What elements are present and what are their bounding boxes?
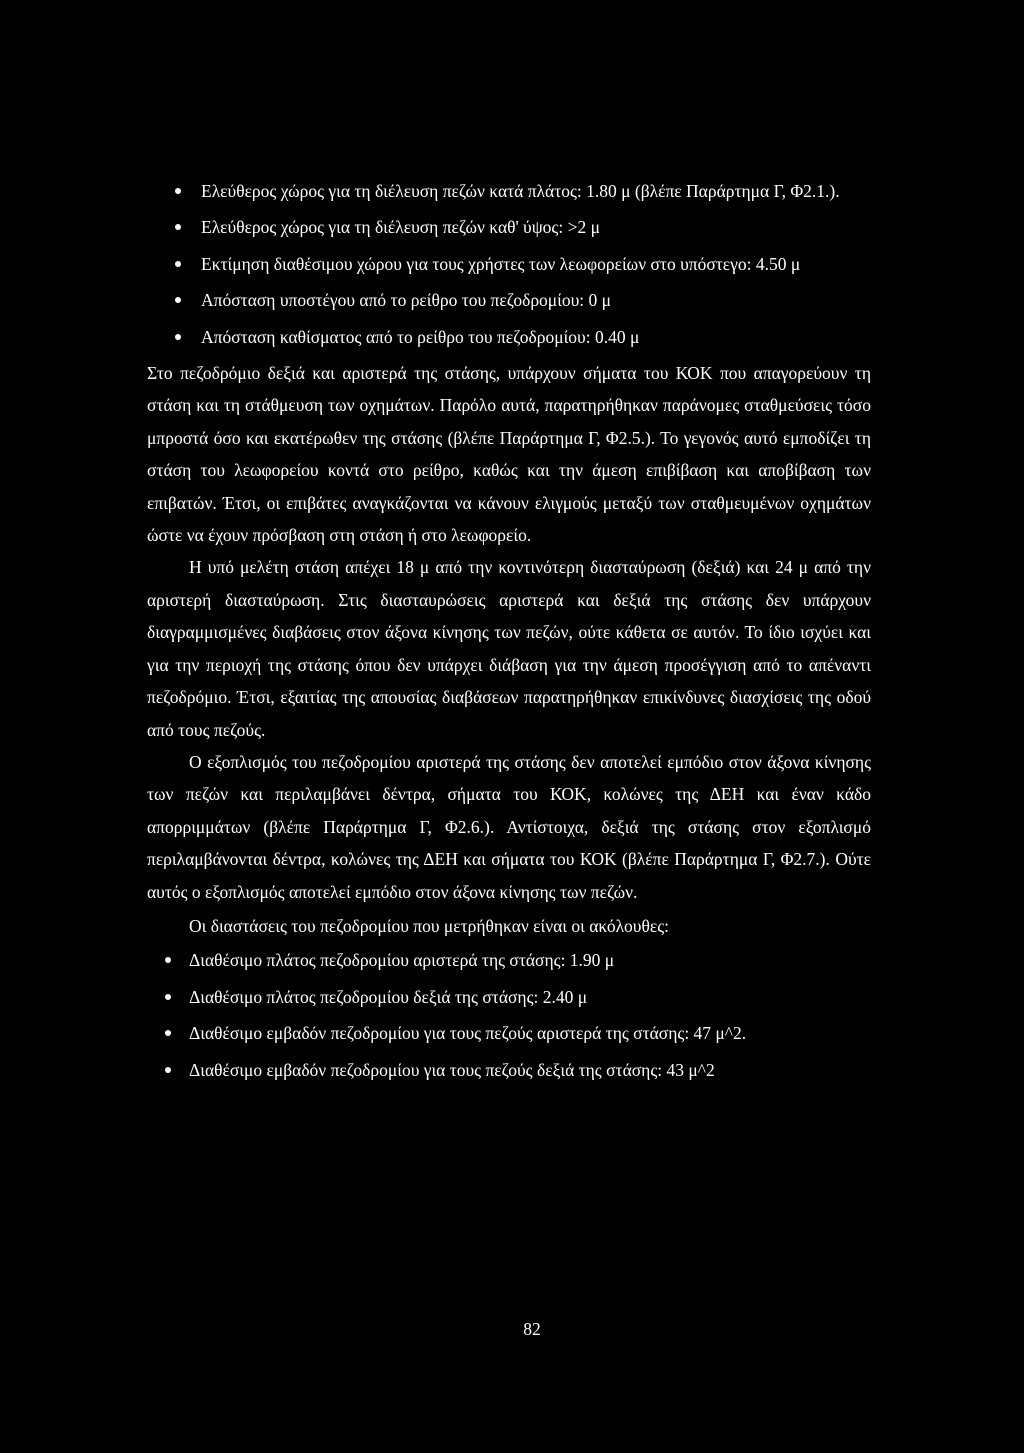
list-item [147, 1054, 871, 1086]
list-item [147, 981, 871, 1013]
list-item-text: Εκτίμηση διαθέσιμου χώρου για τους χρήστες των λεωφορείων στο υπόστεγο: 4.50 μ [201, 253, 801, 274]
list-item-text: Απόσταση καθίσματος από το ρείθρο του πεζοδρομίου: 0.40 μ [201, 326, 640, 347]
paragraph-parking: Στο πεζοδρόμιο δεξιά και αριστερά της στάσης, υπάρχουν σήματα του ΚΟΚ που απαγορεύουν τη στάση και τη στάθμευση των οχημάτων. Παρόλο αυτά, παρατηρήθηκαν παράνομες σταθμεύσεις τόσο μπροστά όσο και εκατέρωθεν της στάσης (βλέπε Παράρτημα Γ, Φ2.5.). Το γεγονός αυτό εμποδίζει τη στάση του λεωφορείου κοντά στο ρείθρο, καθώς και την άμεση επιβίβαση και αποβίβαση των επιβατών. Έτσι, οι επιβάτες αναγκάζονται να κάνουν ελιγμούς μεταξύ των σταθμευμένων οχημάτων ώστε να έχουν πρόσβαση στη στάση ή στο λεωφορείο. [147, 363, 871, 546]
list-item-text: Διαθέσιμο εμβαδόν πεζοδρομίου για τους πεζούς αριστερά της στάσης: 47 μ^2. [189, 1023, 747, 1044]
list-item [147, 175, 871, 207]
page-content [147, 175, 871, 1090]
bullet-icon [175, 334, 181, 340]
list-item-text: Απόσταση υποστέγου από το ρείθρο του πεζοδρομίου: 0 μ [201, 290, 612, 311]
list-item [147, 1017, 871, 1049]
list-item [147, 944, 871, 976]
bullet-icon [165, 1030, 171, 1036]
list-item-text: Ελεύθερος χώρος για τη διέλευση πεζών καθ' ύψος: >2 μ [201, 217, 600, 238]
list-item-text: Διαθέσιμο εμβαδόν πεζοδρομίου για τους πεζούς δεξιά της στάσης: 43 μ^2 [189, 1059, 715, 1080]
bullet-icon [175, 297, 181, 303]
list-item [147, 321, 871, 353]
dimensions-intro: Οι διαστάσεις του πεζοδρομίου που μετρήθηκαν είναι οι ακόλουθες: [189, 915, 669, 936]
bullet-icon [165, 994, 171, 1000]
list-item-text: Διαθέσιμο πλάτος πεζοδρομίου αριστερά της στάσης: 1.90 μ [189, 950, 615, 971]
bullet-icon [175, 188, 181, 194]
bullet-icon [175, 261, 181, 267]
list-item-text: Ελεύθερος χώρος για τη διέλευση πεζών κατά πλάτος: 1.80 μ (βλέπε Παράρτημα Γ, Φ2.1.). [201, 181, 840, 201]
dimensions-list [147, 944, 871, 1086]
paragraph-crossings: Η υπό μελέτη στάση απέχει 18 μ από την κοντινότερη διασταύρωση (δεξιά) και 24 μ από την αριστερή διασταύρωση. Στις διασταυρώσεις αριστερά και δεξιά της στάσης δεν υπάρχουν διαγραμμισμένες διαβάσεις στον άξονα κίνησης των πεζών, ούτε κάθετα σε αυτόν. Το ίδιο ισχύει και για την περιοχή της στάσης όπου δεν υπάρχει διάβαση για την άμεση προσέγγιση από το απέναντι πεζοδρόμιο. Έτσι, εξαιτίας της απουσίας διαβάσεων παρατηρήθηκαν επικίνδυνες διασχίσεις της οδού από τους πεζούς. [147, 557, 871, 740]
paragraph-equipment: Ο εξοπλισμός του πεζοδρομίου αριστερά της στάσης δεν αποτελεί εμπόδιο στον άξονα κίνησης των πεζών και περιλαμβάνει δέντρα, σήματα του ΚΟΚ, κολώνες της ΔΕΗ και έναν κάδο απορριμμάτων (βλέπε Παράρτημα Γ, Φ2.6.). Αντίστοιχα, δεξιά της στάσης στον εξοπλισμό περιλαμβάνονται δέντρα, κολώνες της ΔΕΗ και σήματα του ΚΟΚ (βλέπε Παράρτημα Γ, Φ2.7.). Ούτε αυτός ο εξοπλισμός αποτελεί εμπόδιο στον άξονα κίνησης των πεζών. [147, 751, 871, 902]
bullet-icon [175, 224, 181, 230]
measurements-list [147, 175, 871, 353]
bullet-icon [165, 957, 171, 963]
list-item [147, 248, 871, 280]
list-item-text: Διαθέσιμο πλάτος πεζοδρομίου δεξιά της στάσης: 2.40 μ [189, 986, 588, 1007]
page-number: 82 [523, 1319, 541, 1339]
bullet-icon [165, 1067, 171, 1073]
list-item [147, 211, 871, 243]
list-item [147, 284, 871, 316]
